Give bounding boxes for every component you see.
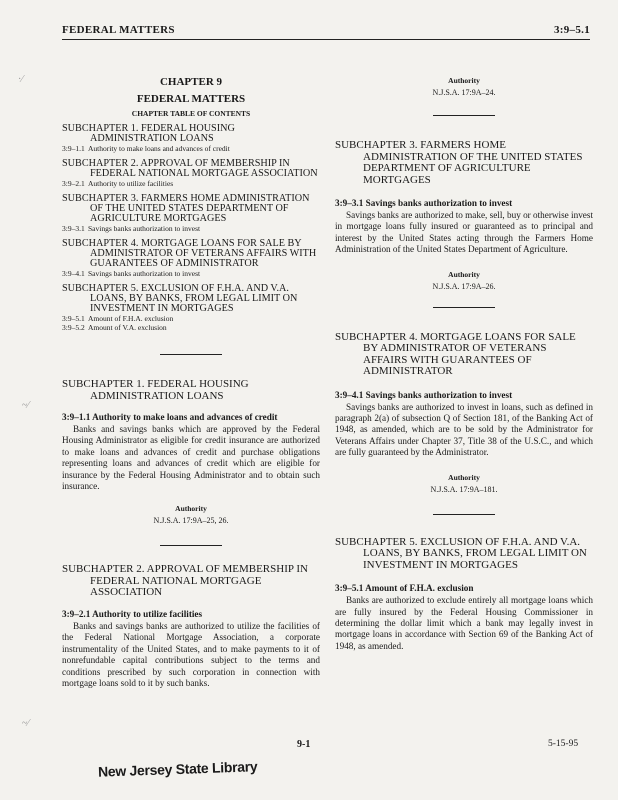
running-header bbox=[62, 17, 590, 40]
authority-label: Authority bbox=[448, 269, 480, 279]
table-of-contents bbox=[62, 124, 320, 332]
toc-subchapter: SUBCHAPTER 3. FARMERS HOME ADMINISTRATION OF THE UNITED STATES DEPARTMENT OF AGRICULTURE MORTGAGES bbox=[62, 193, 310, 224]
authority-label: Authority bbox=[448, 472, 480, 482]
authority-label: Authority bbox=[175, 504, 207, 514]
toc-section bbox=[62, 144, 320, 153]
toc-section-title: Authority to utilize facilities bbox=[88, 179, 174, 188]
section-divider bbox=[433, 115, 495, 116]
margin-mark: ~⁄ bbox=[22, 400, 30, 411]
section-body: Savings banks are authorized to invest in loans, such as defined in paragraph 2(a) of subsection Q of Section 181, of the Banking Act of 1948, as amended, which are to be sold by the Administrator for Veterans Affairs under Chapter 37, Title 38 of the U.S.C., and which are fully guaranteed by the Administrator. bbox=[335, 401, 593, 458]
toc-subchapter: SUBCHAPTER 5. EXCLUSION OF F.H.A. AND V.A. LOANS, BY BANKS, FROM LEGAL LIMIT ON INVESTMENT IN MORTGAGES bbox=[62, 283, 298, 314]
toc-section-title: Amount of F.H.A. exclusion bbox=[88, 314, 174, 323]
page-number: 9-1 bbox=[297, 739, 311, 750]
header-section-number: 3:9–5.1 bbox=[553, 24, 590, 36]
section-body: Savings banks are authorized to make, sell, buy or otherwise invest in mortgage loans fully insured or guaranteed as to principal and interest by the United States acting through the Farmers Home Administration of the United States Department of Agriculture. bbox=[335, 210, 593, 255]
section-body: Banks and savings banks are authorized to utilize the facilities of the Federal National Mortgage Association, a corporate instrumentality of the United States, and to make payments to it of nonrefundable capital contributions subject to the terms and conditions prescribed by such corporation in connection with mortgage loans sold to it by such banks. bbox=[62, 620, 320, 688]
section-heading: 3:9–1.1 Authority to make loans and advances of credit bbox=[62, 412, 278, 422]
toc-section-number: 3:9–2.1 bbox=[62, 179, 85, 188]
toc-subchapter: SUBCHAPTER 1. FEDERAL HOUSING ADMINISTRATION LOANS bbox=[62, 123, 235, 144]
subchapter-heading: SUBCHAPTER 2. APPROVAL OF MEMBERSHIP IN FEDERAL NATIONAL MORTGAGE ASSOCIATION bbox=[62, 563, 308, 599]
section-heading: 3:9–2.1 Authority to utilize facilities bbox=[62, 608, 203, 619]
section-body: Banks and savings banks which are approved by the Federal Housing Administrator as eligible for credit insurance are authorized to make loans and advances of credit and purchase obligations representing loans and advances of credit which are eligible for insurance by the Federal Housing Administrator and to obtain such insurance. bbox=[62, 424, 320, 492]
section-heading: 3:9–3.1 Savings banks authorization to invest bbox=[335, 198, 513, 208]
library-stamp: New Jersey State Library bbox=[97, 758, 258, 780]
toc-section bbox=[62, 179, 320, 188]
subchapter-heading: SUBCHAPTER 1. FEDERAL HOUSING ADMINISTRATION LOANS bbox=[62, 378, 249, 402]
toc-section-title: Savings banks authorization to invest bbox=[88, 269, 201, 278]
authority-citation: N.J.S.A. 17:9A–26. bbox=[432, 281, 496, 291]
section-heading: 3:9–4.1 Savings banks authorization to invest bbox=[335, 389, 513, 400]
authority-label: Authority bbox=[448, 76, 480, 85]
toc-section bbox=[62, 224, 320, 233]
toc-section-number: 3:9–5.2 bbox=[62, 323, 85, 332]
authority-citation: N.J.S.A. 17:9A–24. bbox=[432, 88, 496, 97]
toc-section-title: Amount of V.A. exclusion bbox=[88, 323, 167, 332]
toc-section-number: 3:9–4.1 bbox=[62, 269, 85, 278]
margin-mark: ·⁄ bbox=[18, 74, 23, 85]
section-heading: 3:9–5.1 Amount of F.H.A. exclusion bbox=[335, 583, 474, 594]
right-column bbox=[335, 76, 593, 652]
toc-section bbox=[62, 269, 320, 278]
toc-section-title: Authority to make loans and advances of credit bbox=[88, 144, 230, 153]
toc-section bbox=[62, 323, 320, 332]
chapter-subtitle: FEDERAL MATTERS bbox=[136, 93, 246, 105]
authority-citation: N.J.S.A. 17:9A–181. bbox=[430, 484, 498, 494]
left-column bbox=[62, 76, 320, 689]
margin-mark: ~⁄ bbox=[22, 718, 30, 729]
toc-section-number: 3:9–1.1 bbox=[62, 144, 85, 153]
section-divider bbox=[160, 354, 222, 355]
section-divider bbox=[160, 545, 222, 546]
section-divider bbox=[433, 307, 495, 308]
section-body: Banks are authorized to exclude entirely all mortgage loans which are fully insured by the Federal Housing Commissioner in determining the dollar limit which a bank may legally invest in mortgage loans in accordance with Section 69 of the Banking Act of 1948, as amended. bbox=[335, 595, 593, 651]
toc-section bbox=[62, 314, 320, 323]
toc-section-number: 3:9–3.1 bbox=[62, 224, 85, 233]
subchapter-heading: SUBCHAPTER 3. FARMERS HOME ADMINISTRATION OF THE UNITED STATES DEPARTMENT OF AGRICULTURE MORTGAGES bbox=[335, 139, 583, 186]
header-title: FEDERAL MATTERS bbox=[62, 24, 175, 36]
revision-date: 5-15-95 bbox=[548, 739, 579, 749]
toc-section-number: 3:9–5.1 bbox=[62, 314, 85, 323]
subchapter-heading: SUBCHAPTER 4. MORTGAGE LOANS FOR SALE BY ADMINISTRATOR OF VETERANS AFFAIRS WITH GUARANTEES OF ADMINISTRATOR bbox=[335, 330, 576, 378]
authority-citation: N.J.S.A. 17:9A–25, 26. bbox=[153, 516, 229, 526]
toc-section-title: Savings banks authorization to invest bbox=[88, 224, 201, 233]
toc-title: CHAPTER TABLE OF CONTENTS bbox=[131, 109, 251, 118]
chapter-title: CHAPTER 9 bbox=[159, 76, 223, 88]
section-divider bbox=[433, 514, 495, 515]
subchapter-heading: SUBCHAPTER 5. EXCLUSION OF F.H.A. AND V.A. LOANS, BY BANKS, FROM LEGAL LIMIT ON INVESTMENT IN MORTGAGES bbox=[335, 535, 587, 571]
toc-subchapter: SUBCHAPTER 2. APPROVAL OF MEMBERSHIP IN FEDERAL NATIONAL MORTGAGE ASSOCIATION bbox=[62, 158, 318, 179]
toc-subchapter: SUBCHAPTER 4. MORTGAGE LOANS FOR SALE BY ADMINISTRATOR OF VETERANS AFFAIRS WITH GUARANTEES OF ADMINISTRATOR bbox=[62, 238, 317, 269]
